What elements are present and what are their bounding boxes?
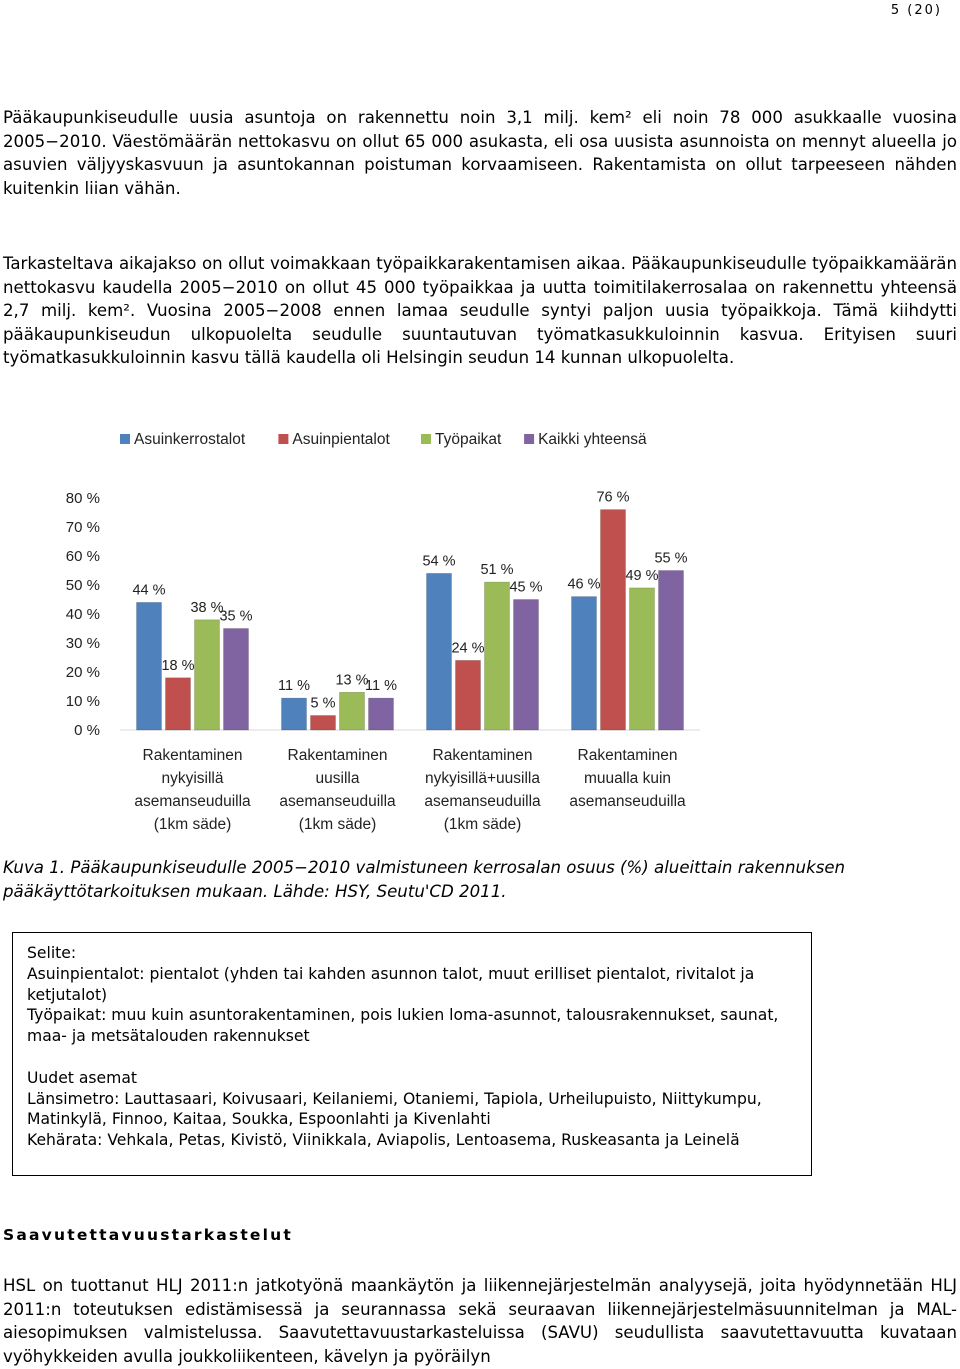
data-label: 24 %: [451, 640, 485, 657]
category-label: asemanseuduilla: [279, 793, 396, 810]
category-label: asemanseuduilla: [134, 793, 251, 810]
y-tick-label: 70 %: [65, 519, 100, 536]
category-label: uusilla: [315, 770, 360, 787]
category-label: Rakentaminen: [142, 747, 243, 764]
data-label: 38 %: [190, 599, 224, 616]
category-label: Rakentaminen: [432, 747, 533, 764]
bar: [340, 692, 365, 730]
bar: [485, 582, 510, 730]
bar: [456, 660, 481, 730]
y-tick-label: 50 %: [65, 577, 100, 594]
y-tick-label: 60 %: [65, 548, 100, 565]
data-label: 35 %: [219, 608, 253, 625]
bar: [166, 678, 191, 730]
paragraph-workplaces: Tarkasteltava aikajakso on ollut voimakkaan työpaikkarakentamisen aikaa. Pääkaupunkiseudulle työpaikkamäärän nettokasvu kaudella 2005−2010 on ollut 45 000 työpaikkaa ja uutta toimitilakerrosalaa on rakennettu yhteensä 2,7 milj. kem². Vuosina 2005−2008 ennen lamaa seudulle syntyi paljon uusia työpaikkoja. Tämä kiihdytti pääkaupunkiseudun ulkopuolelta seudulle suuntautuvan työmatkasukkuloinnin kasvua. Erityisen suuri työmatkasukkuloinnin kasvu tällä kaudella oli Helsingin seudun 14 kunnan ulkopuolelta.: [3, 254, 957, 368]
section-heading: Saavutettavuustarkastelut: [3, 1226, 294, 1244]
category-label: Rakentaminen: [287, 747, 388, 764]
data-label: 46 %: [567, 576, 601, 593]
figure-caption: Kuva 1. Pääkaupunkiseudulle 2005−2010 valmistuneen kerrosalan osuus (%) alueittain rakennuksen pääkäyttötarkoituksen mukaan. Lähde: HSY, Seutu'CD 2011.: [3, 858, 846, 901]
data-label: 11 %: [365, 678, 397, 695]
y-tick-label: 10 %: [65, 693, 100, 710]
category-label: nykyisillä: [161, 770, 224, 787]
category-label: nykyisillä+uusilla: [424, 770, 541, 787]
paragraph-accessibility: HSL on tuottanut HLJ 2011:n jatkotyönä maankäytön ja liikennejärjestelmän analyysejä, joita hyödynnetään HLJ 2011:n toteutuksen edistämisessä ja seurannassa sekä seuraavan liikennejärjestelmäsuunnitelman ja MAL-aiesopimuksen valmistelussa. Saavutettavuustarkasteluissa (SAVU) seudullista saavutettavuutta kuvataan vyöhykkeiden avulla joukkoliikenteen, kävelyn ja pyöräilyn: [3, 1276, 957, 1366]
category-label: Rakentaminen: [577, 747, 678, 764]
legend-label: Työpaikat: [435, 431, 502, 448]
notes-line-asuinpientalot: Asuinpientalot: pientalot (yhden tai kahden asunnon talot, muut erilliset pientalot, rivitalot ja ketjutalot): [27, 964, 755, 1004]
bar: [427, 573, 452, 730]
y-tick-label: 40 %: [65, 606, 100, 623]
category-label: (1km säde): [153, 816, 232, 833]
bar: [369, 698, 394, 730]
data-label: 11 %: [278, 678, 310, 695]
data-label: 49 %: [625, 567, 659, 584]
notes-stations-title: Uudet asemat: [27, 1068, 137, 1087]
category-label: asemanseuduilla: [424, 793, 541, 810]
category-label: (1km säde): [443, 816, 522, 833]
data-label: 5 %: [310, 695, 336, 712]
data-label: 13 %: [335, 672, 369, 689]
bar: [572, 597, 597, 730]
category-label: (1km säde): [298, 816, 377, 833]
paragraph-housing: Pääkaupunkiseudulle uusia asuntoja on rakennettu noin 3,1 milj. kem² eli noin 78 000 asukkaalle vuosina 2005−2010. Väestömäärän nettokasvu on ollut 65 000 asukasta, eli osa uusista asunnoista on mennyt alueella jo asuvien väljyyskasvuun ja asuntokannan poistuman korvaamiseen. Rakentamista on ollut tarpeeseen nähden kuitenkin liian vähän.: [3, 108, 957, 198]
data-label: 55 %: [654, 550, 688, 567]
legend-notes-box: [12, 932, 812, 1176]
bar: [195, 620, 220, 730]
bar: [282, 698, 307, 730]
legend-label: Asuinkerrostalot: [134, 431, 246, 448]
bar: [514, 600, 539, 731]
notes-line-keharata: Kehärata: Vehkala, Petas, Kivistö, Viinikkala, Aviapolis, Lentoasema, Ruskeasanta ja Leinelä: [27, 1131, 740, 1150]
legend-swatch: [524, 434, 534, 444]
bar: [224, 629, 249, 731]
page-number: 5 (20): [890, 3, 942, 18]
bar-chart: [55, 418, 720, 848]
data-label: 51 %: [480, 562, 514, 579]
data-label: 18 %: [161, 657, 195, 674]
data-label: 54 %: [422, 553, 456, 570]
data-label: 76 %: [596, 489, 630, 506]
bar: [601, 510, 626, 730]
bar: [137, 602, 162, 730]
data-label: 44 %: [132, 582, 166, 599]
y-tick-label: 30 %: [65, 635, 100, 652]
bar: [659, 571, 684, 731]
legend-swatch: [421, 434, 431, 444]
category-label: muualla kuin: [583, 770, 672, 787]
y-tick-label: 20 %: [65, 664, 100, 681]
legend-swatch: [278, 434, 288, 444]
bar: [311, 716, 336, 731]
y-tick-label: 0 %: [74, 722, 100, 739]
bar: [630, 588, 655, 730]
legend-label: Kaikki yhteensä: [538, 431, 647, 448]
category-label: asemanseuduilla: [569, 793, 686, 810]
y-tick-label: 80 %: [65, 490, 100, 507]
notes-line-tyopaikat: Työpaikat: muu kuin asuntorakentaminen, pois lukien loma-asunnot, talousrakennukset, saunat, maa- ja metsätalouden rakennukset: [27, 1006, 779, 1046]
notes-title: Selite:: [27, 944, 77, 962]
notes-line-lansimetro: Länsimetro: Lauttasaari, Koivusaari, Keilaniemi, Otaniemi, Tapiola, Urheilupuisto, Niittykumpu, Matinkylä, Finnoo, Kaitaa, Soukka, Espoonlahti ja Kivenlahti: [27, 1089, 762, 1129]
data-label: 45 %: [509, 579, 543, 596]
legend-swatch: [120, 434, 130, 444]
legend-label: Asuinpientalot: [292, 431, 390, 448]
